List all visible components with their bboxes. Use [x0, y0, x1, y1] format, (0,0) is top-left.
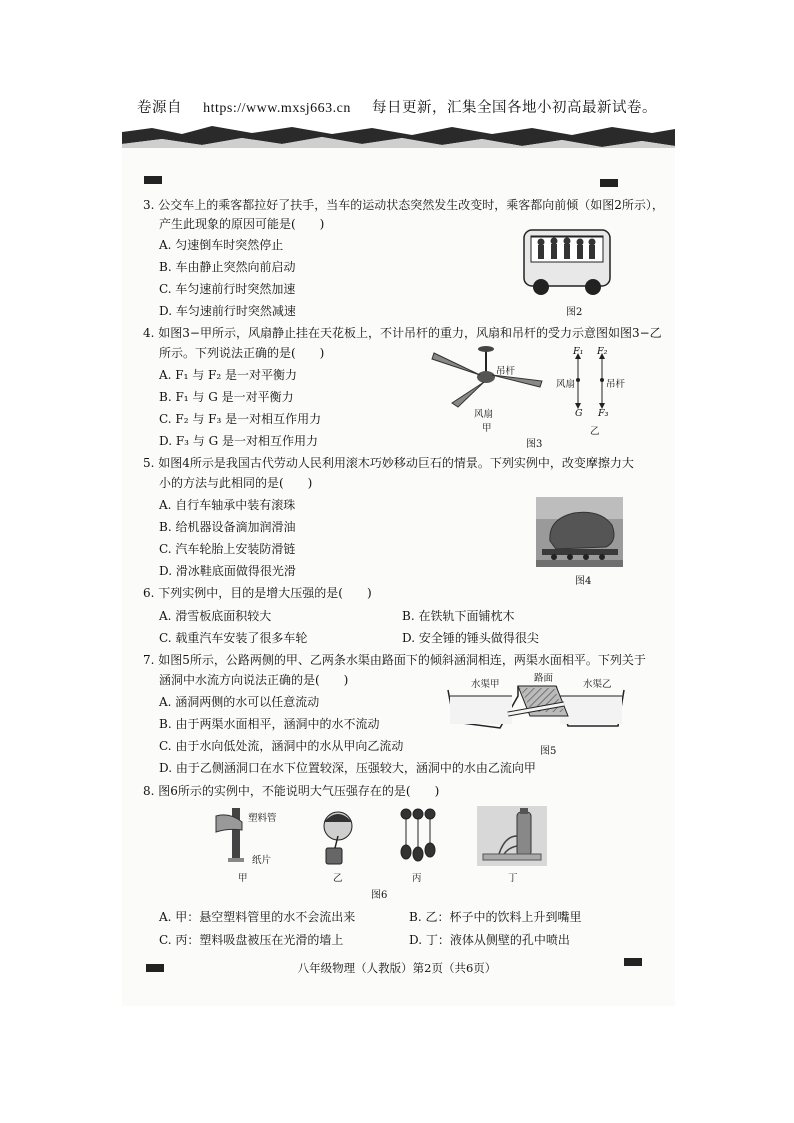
question-6-stem: 6. 下列实例中，目的是增大压强的是( )	[143, 586, 372, 600]
question-6-option-c[interactable]: C. 载重汽车安装了很多车轮	[159, 631, 308, 645]
question-6-option-d[interactable]: D. 安全锤的锤头做得很尖	[402, 631, 539, 645]
canal-b-label: 水渠乙	[583, 679, 612, 690]
question-5-stem-line1: 5. 如图4所示是我国古代劳动人民利用滚木巧妙移动巨石的情景。下列实例中，改变摩擦力大	[143, 456, 634, 470]
question-3-stem-line2: 产生此现象的原因可能是( )	[159, 217, 325, 231]
suction-cups-figure	[398, 806, 438, 866]
page-footer: 八年级物理（人教版）第2页（共6页）	[297, 961, 497, 975]
question-7-stem-line2: 涵洞中水流方向说法正确的是( )	[159, 673, 349, 687]
question-7-option-a[interactable]: A. 涵洞两侧的水可以任意流动	[159, 695, 320, 709]
slogan: 每日更新，汇集全国各地小初高最新试卷。	[371, 100, 657, 116]
question-5-stem-line2: 小的方法与此相同的是( )	[159, 476, 313, 490]
question-7-option-d[interactable]: D. 由于乙侧涵洞口在水下位置较深，压强较大，涵洞中的水由乙流向甲	[159, 761, 536, 775]
question-3-option-b[interactable]: B. 车由静止突然向前启动	[159, 260, 296, 274]
ceiling-fan-figure	[430, 345, 545, 415]
fig3-yi-label: 乙	[590, 426, 600, 437]
question-4-option-d[interactable]: D. F₃ 与 G 是一对相互作用力	[159, 434, 318, 448]
force-fan-label: 风扇	[556, 379, 576, 390]
culvert-figure	[448, 682, 626, 738]
question-8-option-b[interactable]: B. 乙：杯子中的饮料上升到嘴里	[409, 910, 582, 924]
tube-label: 塑料管	[248, 813, 277, 824]
question-7-stem-line1: 7. 如图5所示，公路两侧的甲、乙两条水渠由路面下的倾斜涵洞相连，两渠水面相平。下列关于	[143, 653, 646, 667]
figure-5-caption: 图5	[540, 746, 557, 757]
fig6-jia-label: 甲	[238, 873, 248, 884]
road-label: 路面	[534, 673, 554, 684]
question-6-option-a[interactable]: A. 滑雪板底面积较大	[159, 609, 272, 623]
fig6-bing-label: 丙	[412, 873, 422, 884]
source-url[interactable]: https://www.mxsj663.cn	[203, 101, 351, 116]
torn-edge	[122, 124, 675, 150]
question-8-option-a[interactable]: A. 甲：悬空塑料管里的水不会流出来	[159, 910, 356, 924]
question-3-option-d[interactable]: D. 车匀速前行时突然减速	[159, 304, 296, 318]
fan-label: 风扇	[474, 409, 494, 420]
question-4-option-a[interactable]: A. F₁ 与 F₂ 是一对平衡力	[159, 368, 298, 382]
canal-a-label: 水渠甲	[471, 679, 500, 690]
question-5-option-d[interactable]: D. 滑冰鞋底面做得很光滑	[159, 564, 296, 578]
question-4-option-c[interactable]: C. F₂ 与 F₃ 是一对相互作用力	[159, 412, 322, 426]
question-3-stem-line1: 3. 公交车上的乘客都拉好了扶手，当车的运动状态突然发生改变时，乘客都向前倾（如图2所示），	[143, 198, 664, 212]
rolling-logs-photo	[536, 497, 623, 567]
fig3-jia-label: 甲	[482, 423, 492, 434]
fig6-ding-label: 丁	[508, 873, 518, 884]
source-header	[0, 96, 794, 117]
question-8-stem: 8. 图6所示的实例中，不能说明大气压强存在的是( )	[143, 784, 440, 798]
figure-6-caption: 图6	[371, 890, 388, 901]
force-rod-label: 吊杆	[606, 379, 626, 390]
figure-4-caption: 图4	[575, 576, 592, 587]
corner-mark	[600, 179, 618, 187]
drinking-straw-figure	[318, 806, 358, 866]
force-f2-label: F₂	[597, 346, 608, 357]
question-4-stem-line1: 4. 如图3−甲所示，风扇静止挂在天花板上，不计吊杆的重力，风扇和吊杆的受力示意图如图3−乙	[143, 326, 662, 340]
question-4-stem-line2: 所示。下列说法正确的是( )	[159, 346, 325, 360]
question-8-option-d[interactable]: D. 丁：液体从侧壁的孔中喷出	[409, 933, 570, 947]
force-f3-label: F₃	[598, 408, 609, 419]
rod-label: 吊杆	[496, 366, 516, 377]
question-5-option-c[interactable]: C. 汽车轮胎上安装防滑链	[159, 542, 296, 556]
spraying-liquid-figure	[477, 806, 547, 866]
question-5-option-b[interactable]: B. 给机器设备滴加润滑油	[159, 520, 296, 534]
question-5-option-a[interactable]: A. 自行车轴承中装有滚珠	[159, 498, 296, 512]
question-4-option-b[interactable]: B. F₁ 与 G 是一对平衡力	[159, 390, 294, 404]
question-7-option-b[interactable]: B. 由于两渠水面相平，涵洞中的水不流动	[159, 717, 380, 731]
question-3-option-a[interactable]: A. 匀速倒车时突然停止	[159, 238, 284, 252]
question-3-option-c[interactable]: C. 车匀速前行时突然加速	[159, 282, 296, 296]
force-g-label: G	[575, 408, 583, 419]
bus-figure	[521, 224, 613, 300]
question-7-option-c[interactable]: C. 由于水向低处流，涵洞中的水从甲向乙流动	[159, 739, 404, 753]
question-6-option-b[interactable]: B. 在铁轨下面铺枕木	[402, 609, 515, 623]
corner-mark	[144, 176, 162, 184]
source-label: 卷源自	[137, 100, 182, 116]
force-f1-label: F₁	[573, 346, 584, 357]
card-label: 纸片	[252, 855, 272, 866]
figure-3-caption: 图3	[526, 439, 543, 450]
question-8-option-c[interactable]: C. 丙：塑料吸盘被压在光滑的墙上	[159, 933, 344, 947]
fig6-yi-label: 乙	[333, 873, 343, 884]
figure-2-caption: 图2	[566, 307, 583, 318]
